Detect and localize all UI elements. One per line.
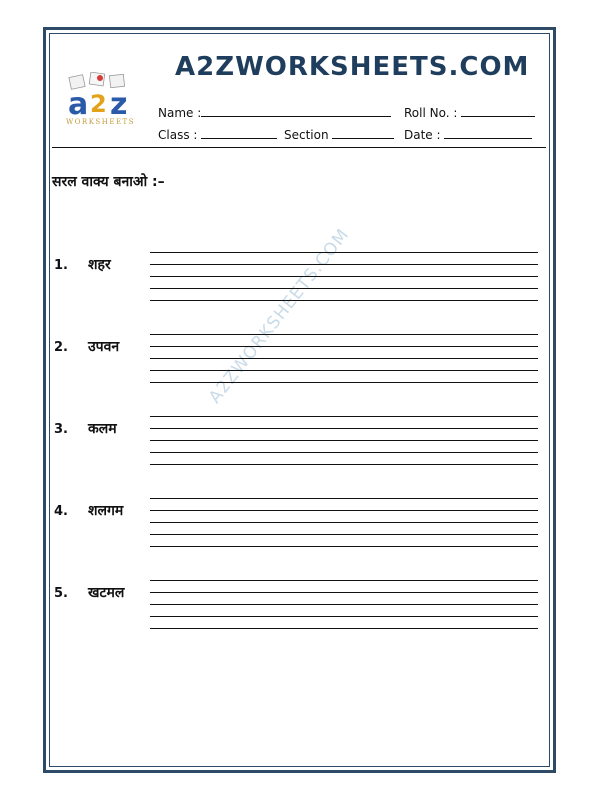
question-number: 2. xyxy=(54,340,68,355)
answer-line[interactable] xyxy=(150,616,538,617)
answer-line[interactable] xyxy=(150,546,538,547)
answer-line[interactable] xyxy=(150,264,538,265)
answer-line[interactable] xyxy=(150,452,538,453)
answer-line[interactable] xyxy=(150,628,538,629)
date-field xyxy=(404,126,532,142)
date-blank[interactable] xyxy=(444,126,532,139)
answer-line[interactable] xyxy=(150,370,538,371)
section-label: Section xyxy=(284,128,329,142)
class-field xyxy=(158,126,277,142)
date-label: Date : xyxy=(404,128,441,142)
svg-text:a: a xyxy=(68,87,89,122)
class-blank[interactable] xyxy=(201,126,277,139)
page-border-inner xyxy=(49,33,550,767)
question-number: 1. xyxy=(54,258,68,273)
question-word: शहर xyxy=(88,257,111,273)
answer-line[interactable] xyxy=(150,428,538,429)
name-label: Name : xyxy=(158,106,202,120)
svg-text:z: z xyxy=(110,87,128,122)
section-field xyxy=(284,126,394,142)
answer-line[interactable] xyxy=(150,498,538,499)
header-divider xyxy=(52,147,546,148)
answer-line[interactable] xyxy=(150,464,538,465)
answer-line[interactable] xyxy=(150,382,538,383)
site-title: A2ZWORKSHEETS.COM xyxy=(175,52,530,82)
answer-line[interactable] xyxy=(150,592,538,593)
question-word: कलम xyxy=(88,421,117,437)
section-blank[interactable] xyxy=(332,126,394,139)
logo-text: WORKSHEETS xyxy=(66,118,136,126)
answer-line[interactable] xyxy=(150,288,538,289)
instruction: सरल वाक्य बनाओ :– xyxy=(52,174,165,190)
question-number: 5. xyxy=(54,586,68,601)
answer-line[interactable] xyxy=(150,252,538,253)
answer-line[interactable] xyxy=(150,358,538,359)
answer-line[interactable] xyxy=(150,522,538,523)
question-number: 4. xyxy=(54,504,68,519)
rollno-field xyxy=(404,104,535,120)
answer-line[interactable] xyxy=(150,534,538,535)
answer-line[interactable] xyxy=(150,300,538,301)
answer-line[interactable] xyxy=(150,276,538,277)
answer-line[interactable] xyxy=(150,346,538,347)
answer-line[interactable] xyxy=(150,604,538,605)
question-word: शलगम xyxy=(88,503,124,519)
class-label: Class : xyxy=(158,128,198,142)
rollno-label: Roll No. : xyxy=(404,106,458,120)
name-field xyxy=(158,104,391,120)
answer-line[interactable] xyxy=(150,580,538,581)
watermark: A2ZWORKSHEETS.COM xyxy=(205,224,354,408)
question-word: खटमल xyxy=(88,585,125,601)
answer-line[interactable] xyxy=(150,510,538,511)
question-word: उपवन xyxy=(88,339,120,355)
answer-line[interactable] xyxy=(150,334,538,335)
answer-line[interactable] xyxy=(150,440,538,441)
svg-text:2: 2 xyxy=(90,90,107,118)
question-number: 3. xyxy=(54,422,68,437)
rollno-blank[interactable] xyxy=(461,104,535,117)
answer-line[interactable] xyxy=(150,416,538,417)
name-blank[interactable] xyxy=(201,104,391,117)
logo xyxy=(64,72,146,128)
